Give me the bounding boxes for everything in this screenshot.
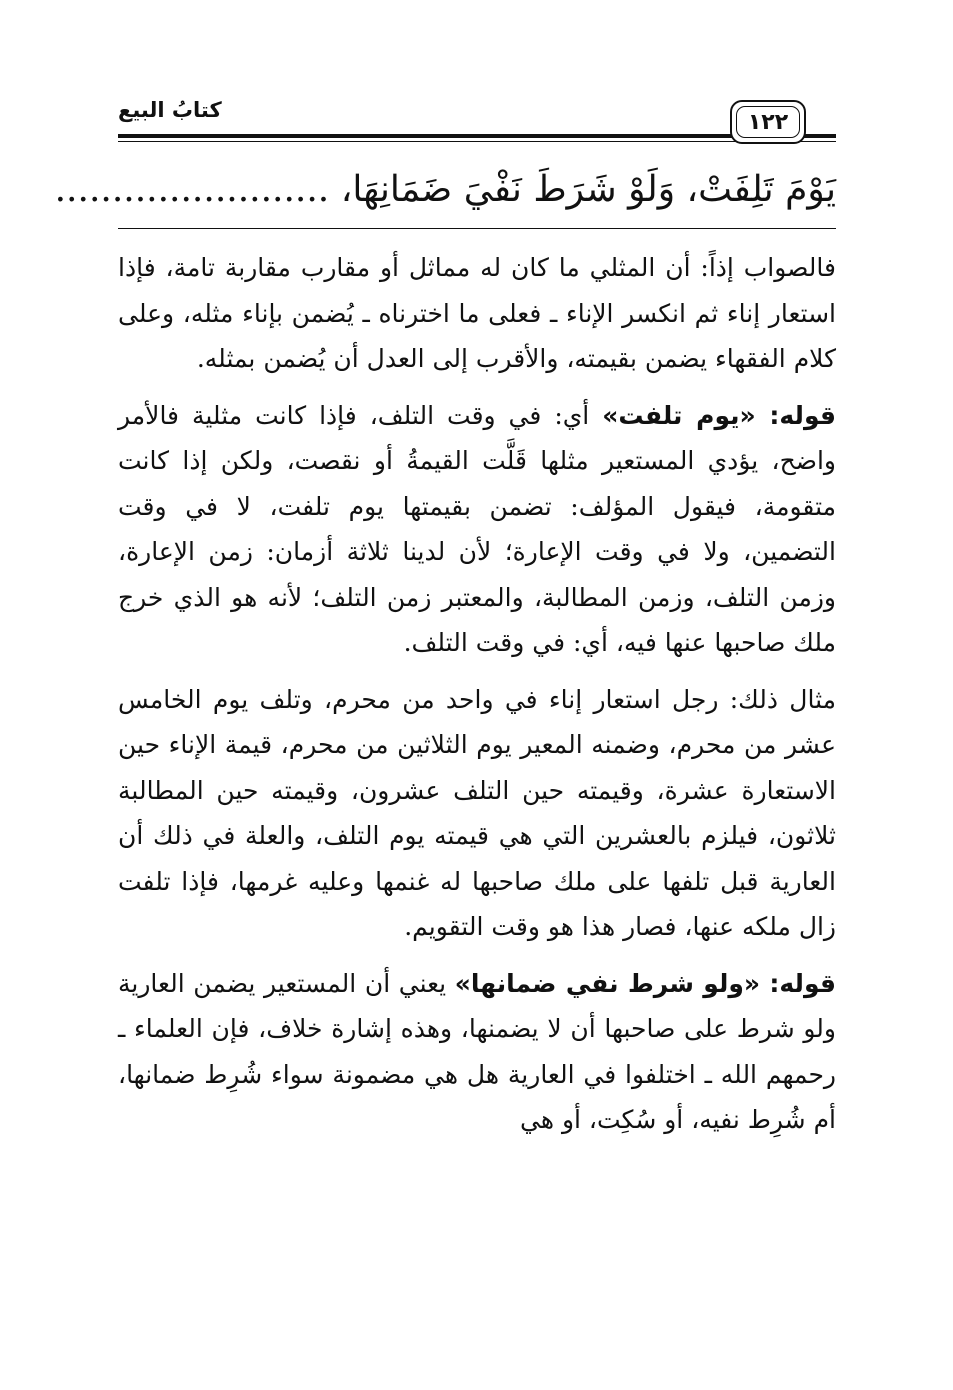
page-number-inner-border	[736, 106, 800, 138]
paragraph	[118, 245, 836, 382]
page-number: ١٢٢	[747, 109, 789, 135]
matn-divider	[118, 228, 836, 229]
paragraph-text: أي: في وقت التلف، فإذا كانت مثلية فالأمر واضح، يؤدي المستعير مثلها قَلَّت القيمةُ أو نقصت، ولكن إذا كانت متقومة، فيقول المؤلف: تضمن بقيمتها يوم تلفت، لا في وقت التضمين، ولا في وقت الإعارة؛ لأن لدينا ثلاثة أزمان: زمن الإعارة، وزمن التلف، وزمن المطالبة، والمعتبر زمن التلف؛ لأنه هو الذي خرج ملك صاحبها عنها فيه، أي: في وقت التلف.	[118, 400, 836, 657]
paragraph-lead: قوله: «ولو شرط نفي ضمانها»	[454, 968, 836, 998]
paragraph-lead: قوله: «يوم تلفت»	[602, 400, 836, 430]
header-rule-thick	[118, 134, 836, 138]
paragraph	[118, 393, 836, 666]
paragraph-text: مثال ذلك: رجل استعار إناء في واحد من محرم، وتلف يوم الخامس عشر من محرم، وضمنه المعير يوم الثلاثين من محرم، قيمة الإناء حين الاستعارة عشرة، وقيمته حين التلف عشرون، وقيمته حين المطالبة ثلاثون، فيلزم بالعشرين التي هي قيمته يوم التلف، والعلة في ذلك أن العارية قبل تلفها على ملك صاحبها له غنمها وعليه غرمها، فإذا تلفت زال ملكه عنها، فصار هذا هو وقت التقويم.	[118, 684, 836, 941]
matn-line: يَوْمَ تَلِفَتْ، وَلَوْ شَرَطَ نَفْيَ ضَمَانِهَا، ........................	[54, 169, 836, 210]
commentary-body	[118, 245, 836, 1143]
book-title: كتابُ البيع	[118, 98, 222, 122]
paragraph-text: فالصواب إذاً: أن المثلي ما كان له مماثل أو مقارب مقاربة تامة، فإذا استعار إناء ثم انكسر الإناء ـ فعلى ما اخترناه ـ يُضمن بإناء مثله، وعلى كلام الفقهاء يضمن بقيمته، والأقرب إلى العدل أن يُضمن بمثله.	[118, 253, 836, 373]
page-header	[118, 92, 836, 144]
header-rule-thin	[118, 141, 836, 142]
paragraph	[118, 961, 836, 1143]
paragraph	[118, 677, 836, 950]
page-number-frame	[730, 100, 806, 144]
paragraph-text: يعني أن المستعير يضمن العارية ولو شرط على صاحبها أن لا يضمنها، وهذه إشارة خلاف، فإن العلماء ـ رحمهم الله ـ اختلفوا في العارية هل هي مضمونة سواء شُرِط ضمانها، أم شُرِط نفيه، أو سُكِت، أو هي	[118, 968, 836, 1134]
